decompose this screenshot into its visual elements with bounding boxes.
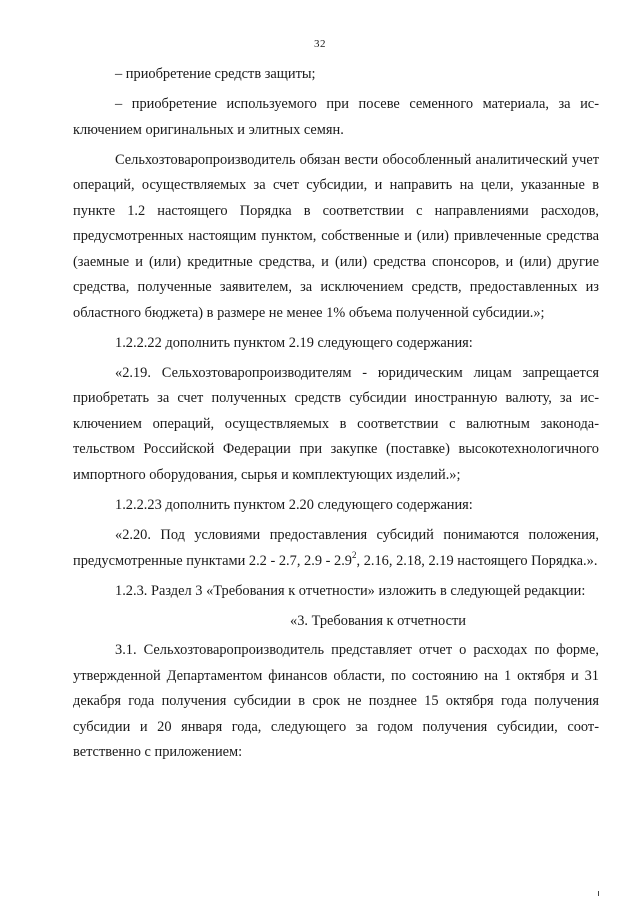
clause-2-20-superscript: 2 (352, 549, 357, 560)
clause-3-1: 3.1. Сельхозтоваропроизводитель представляет отчет о расходах по форме, утвержденной Департаментом финансов области, по состоянию на 1 октября и 31 декабря года получения субсидии в срок не позднее 15 октября года получения субсидии и 20 января года, следующего за годом получения субсидии, соответственно с приложением: (73, 642, 599, 761)
paragraph-accounting-obligation: Сельхозтоваропроизводитель обязан вести обособленный аналитический учет операций, осуществляемых за счет субсидии, и направить на цели, указанные в пункте 1.2 настоящего Порядка в соответствии с направлениями расходов, предусмотренных настоящим пунктом, собственные и (или) привлеченные средства (заемные и (или) кредитные средства, и (или) средства спонсоров, и (или) другие средства, полученные заявителем, за исключением средств, предоставленных из областного бюджета) в размере не менее 1% объема полученной субсидии.»; (73, 151, 599, 321)
page-number: 32 (314, 38, 326, 50)
clause-2-20-text-end: , 2.16, 2.18, 2.19 настоящего Порядка.». (356, 552, 598, 569)
amendment-1-2-2-22: 1.2.2.22 дополнить пунктом 2.19 следующего содержания: (115, 334, 473, 351)
list-item-seed-material: – приобретение используемого при посеве семенного материала, за исключением оригинальных и элитных семян. (73, 96, 599, 138)
scan-mark (598, 891, 599, 896)
amendment-1-2-3: 1.2.3. Раздел 3 «Требования к отчетности» изложить в следующей редакции: (115, 582, 586, 599)
clause-2-19: «2.19. Сельхозтоваропроизводителям - юридическим лицам запрещается приобретать за счет полученных средств субсидии иностранную валюту, за исключением операций, осуществляемых в соответствии с валютным законодательством Российской Федерации при закупке (поставке) высокотехнологичного импортного оборудования, сырья и комплектующих изделий.»; (73, 364, 599, 483)
amendment-1-2-2-23: 1.2.2.23 дополнить пунктом 2.20 следующего содержания: (115, 496, 473, 513)
clause-2-20 (73, 523, 599, 574)
list-item-protection-means: – приобретение средств защиты; (115, 66, 316, 82)
section-3-heading: «3. Требования к отчетности (290, 612, 466, 629)
document-body (73, 62, 599, 770)
clause-2-20-text-start: «2.20. Под условиями предоставления субсидий понимаются положения, предусмотренные пунктами 2.2 - 2.7, 2.9 - 2.9 (73, 527, 599, 569)
